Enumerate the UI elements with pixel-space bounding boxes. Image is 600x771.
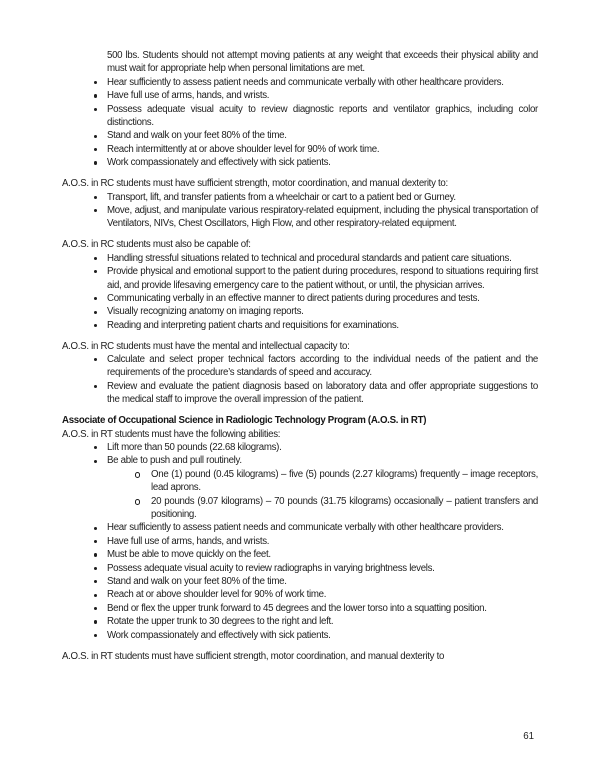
bullet-text: Transport, lift, and transfer patients from a wheelchair or cart to a patient bed or Gurney. — [107, 191, 456, 203]
list-item — [62, 319, 538, 332]
bullet-icon — [94, 270, 97, 273]
bullet-text: Reading and interpreting patient charts and requisitions for examinations. — [107, 319, 399, 331]
list-item — [62, 191, 538, 204]
bullet-list-rc-strength — [62, 191, 538, 231]
bullet-text: Calculate and select proper technical factors according to the individual needs of the patient and the requirements of the procedure’s standards of speed and accuracy. — [107, 354, 538, 379]
bullet-text: Lift more than 50 pounds (22.68 kilograms). — [107, 441, 282, 453]
bullet-text: Move, adjust, and manipulate various respiratory-related equipment, including the physical transportation of Ventilators, NIVs, Chest Oscillators, High Flow, and other respiratory-related equipment. — [107, 204, 538, 230]
bullet-text: Must be able to move quickly on the feet. — [107, 549, 271, 561]
bullet-icon — [94, 311, 97, 314]
rc-capabilities-lead: A.O.S. in RC students must also be capable of: — [62, 239, 251, 251]
list-item — [62, 143, 538, 156]
sub-bullet-list — [107, 468, 538, 522]
rt-program-heading: Associate of Occupational Science in Radiologic Technology Program (A.O.S. in RT) — [62, 415, 427, 427]
list-item — [62, 602, 538, 615]
bullet-text: Work compassionately and effectively with sick patients. — [107, 629, 331, 641]
list-item — [62, 156, 538, 169]
list-item — [62, 204, 538, 231]
bullet-icon — [94, 553, 97, 556]
bullet-text: Handling stressful situations related to technical and procedural standards and patient care situations. — [107, 252, 512, 264]
list-item — [62, 575, 538, 588]
bullet-text: Possess adequate visual acuity to review diagnostic reports and ventilator graphics, including color distinctions. — [107, 103, 538, 129]
bullet-icon — [94, 567, 97, 570]
list-item — [62, 441, 538, 454]
list-item — [62, 103, 538, 130]
bullet-text: Hear sufficiently to assess patient needs and communicate verbally with other healthcare providers. — [107, 76, 504, 88]
bullet-text: Communicating verbally in an effective manner to direct patients during procedures and tests. — [107, 292, 480, 304]
list-item — [62, 521, 538, 534]
sub-list-item — [107, 495, 538, 522]
list-item — [62, 292, 538, 305]
bullet-list-general-abilities — [62, 76, 538, 170]
list-item — [62, 353, 538, 380]
list-item — [62, 615, 538, 628]
bullet-icon — [94, 196, 97, 199]
bullet-icon — [94, 607, 97, 610]
sub-bullet-icon — [135, 472, 140, 477]
bullet-icon — [94, 620, 97, 623]
list-item — [62, 454, 538, 521]
bullet-text: Stand and walk on your feet 80% of the time. — [107, 130, 287, 142]
list-item — [62, 252, 538, 265]
bullet-text: Hear sufficiently to assess patient needs and communicate verbally with other healthcare providers. — [107, 522, 504, 534]
list-item — [62, 76, 538, 89]
list-item — [62, 129, 538, 142]
list-item — [62, 562, 538, 575]
bullet-icon — [94, 257, 97, 260]
bullet-icon — [94, 580, 97, 583]
bullet-icon — [94, 527, 97, 530]
bullet-icon — [94, 209, 97, 212]
bullet-icon — [94, 297, 97, 300]
bullet-icon — [94, 161, 97, 164]
list-item — [62, 535, 538, 548]
bullet-text: Have full use of arms, hands, and wrists. — [107, 90, 270, 102]
rt-abilities-lead: A.O.S. in RT students must have the following abilities: — [62, 428, 281, 440]
carryover-paragraph: 500 lbs. Students should not attempt moving patients at any weight that exceeds their physical ability and must wait for appropriate help when personal limitations are met. — [107, 50, 538, 75]
page-content — [62, 49, 538, 663]
list-item — [62, 588, 538, 601]
bullet-icon — [94, 594, 97, 597]
bullet-text: Bend or flex the upper trunk forward to 45 degrees and the lower torso into a squatting position. — [107, 602, 487, 614]
sub-bullet-icon — [135, 499, 140, 504]
bullet-icon — [94, 108, 97, 111]
bullet-text: Possess adequate visual acuity to review radiographs in varying brightness levels. — [107, 562, 435, 574]
bullet-text: Rotate the upper trunk to 30 degrees to the right and left. — [107, 616, 334, 628]
sub-list-item — [107, 468, 538, 495]
bullet-text: Reach at or above shoulder level for 90% of work time. — [107, 589, 327, 601]
bullet-icon — [94, 385, 97, 388]
bullet-list-rt-abilities — [62, 441, 538, 642]
rc-mental-lead: A.O.S. in RC students must have the mental and intellectual capacity to: — [62, 340, 350, 352]
sub-bullet-text: One (1) pound (0.45 kilograms) – five (5) pounds (2.27 kilograms) frequently – image receptors, lead aprons. — [151, 468, 538, 494]
bullet-icon — [94, 94, 97, 97]
list-item — [62, 548, 538, 561]
list-item — [62, 305, 538, 318]
rc-strength-lead: A.O.S. in RC students must have sufficient strength, motor coordination, and manual dexterity to: — [62, 178, 448, 190]
bullet-icon — [94, 460, 97, 463]
bullet-text: Visually recognizing anatomy on imaging reports. — [107, 306, 304, 318]
sub-bullet-text: 20 pounds (9.07 kilograms) – 70 pounds (31.75 kilograms) occasionally – patient transfers and positioning. — [151, 495, 538, 520]
bullet-text: Review and evaluate the patient diagnosis based on laboratory data and offer appropriate suggestions to the medical staff to improve the overall impression of the patient. — [107, 380, 538, 406]
bullet-icon — [94, 81, 97, 84]
page-number: 61 — [523, 731, 534, 742]
bullet-text: Be able to push and pull routinely. — [107, 455, 242, 467]
bullet-icon — [94, 358, 97, 361]
bullet-icon — [94, 634, 97, 637]
bullet-icon — [94, 540, 97, 543]
list-item — [62, 265, 538, 292]
bullet-list-rc-mental — [62, 353, 538, 407]
bullet-icon — [94, 135, 97, 138]
bullet-list-rc-capabilities — [62, 252, 538, 332]
list-item — [62, 380, 538, 407]
bullet-icon — [94, 148, 97, 151]
bullet-text: Work compassionately and effectively with sick patients. — [107, 157, 331, 169]
rt-strength-lead: A.O.S. in RT students must have sufficient strength, motor coordination, and manual dexterity to — [62, 650, 445, 662]
bullet-text: Provide physical and emotional support to the patient during procedures, respond to situations requiring first aid, and provide lifesaving emergency care to the patient without, or until, the physician arrives. — [107, 266, 538, 291]
bullet-text: Have full use of arms, hands, and wrists. — [107, 535, 270, 547]
bullet-text: Stand and walk on your feet 80% of the time. — [107, 576, 287, 588]
list-item — [62, 629, 538, 642]
bullet-text: Reach intermittently at or above shoulder level for 90% of work time. — [107, 143, 380, 155]
bullet-icon — [94, 324, 97, 327]
bullet-icon — [94, 446, 97, 449]
list-item — [62, 89, 538, 102]
